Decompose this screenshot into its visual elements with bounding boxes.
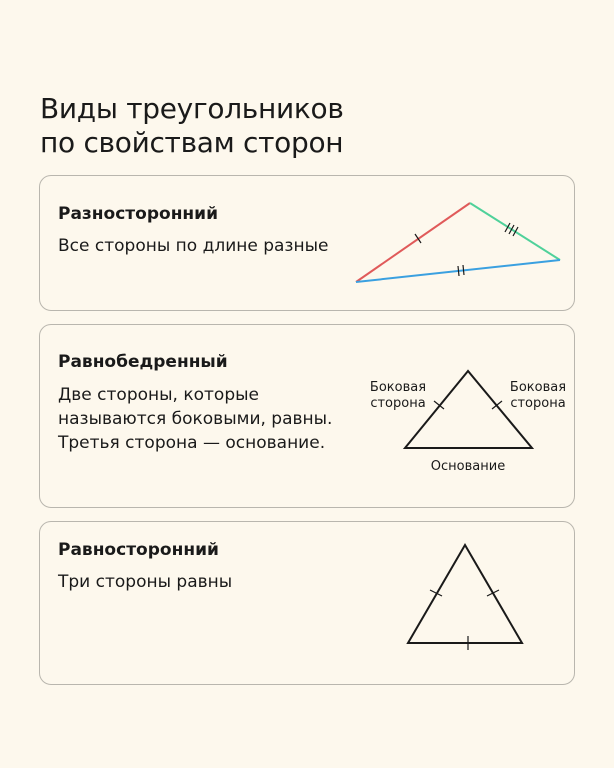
isosceles-triangle-diagram xyxy=(40,325,576,509)
label-right-side-line-2: сторона xyxy=(510,396,566,411)
label-base: Основание xyxy=(430,459,506,474)
card-isosceles-description-line-3: Третья сторона — основание. xyxy=(58,433,326,453)
tick-mark-double-2 xyxy=(463,265,464,275)
equilateral-triangle-diagram xyxy=(40,522,576,686)
card-scalene-heading: Разносторонний xyxy=(58,204,219,224)
label-right-side-line-1: Боковая xyxy=(509,380,567,395)
equilateral-triangle xyxy=(408,545,522,643)
card-scalene-description-line: Все стороны по длине разные xyxy=(58,236,329,256)
card-equilateral-description-line: Три стороны равны xyxy=(58,572,233,592)
card-scalene xyxy=(39,175,575,311)
card-equilateral-heading: Равносторонний xyxy=(58,540,219,560)
page-title-line-1: Виды треугольников xyxy=(40,92,344,125)
tick-mark-double-1 xyxy=(458,266,459,276)
label-left-side-line-2: сторона xyxy=(370,396,426,411)
card-isosceles-description-line-2: называются боковыми, равны. xyxy=(58,409,333,429)
page-title xyxy=(40,92,344,160)
scalene-side-left xyxy=(356,203,470,282)
card-isosceles xyxy=(39,324,575,508)
card-isosceles-heading: Равнобедренный xyxy=(58,352,228,372)
label-left-side-line-1: Боковая xyxy=(369,380,427,395)
card-equilateral xyxy=(39,521,575,685)
scalene-triangle-diagram xyxy=(40,176,576,312)
card-isosceles-description-line-1: Две стороны, которые xyxy=(58,385,259,405)
page-title-line-2: по свойствам сторон xyxy=(40,126,344,159)
